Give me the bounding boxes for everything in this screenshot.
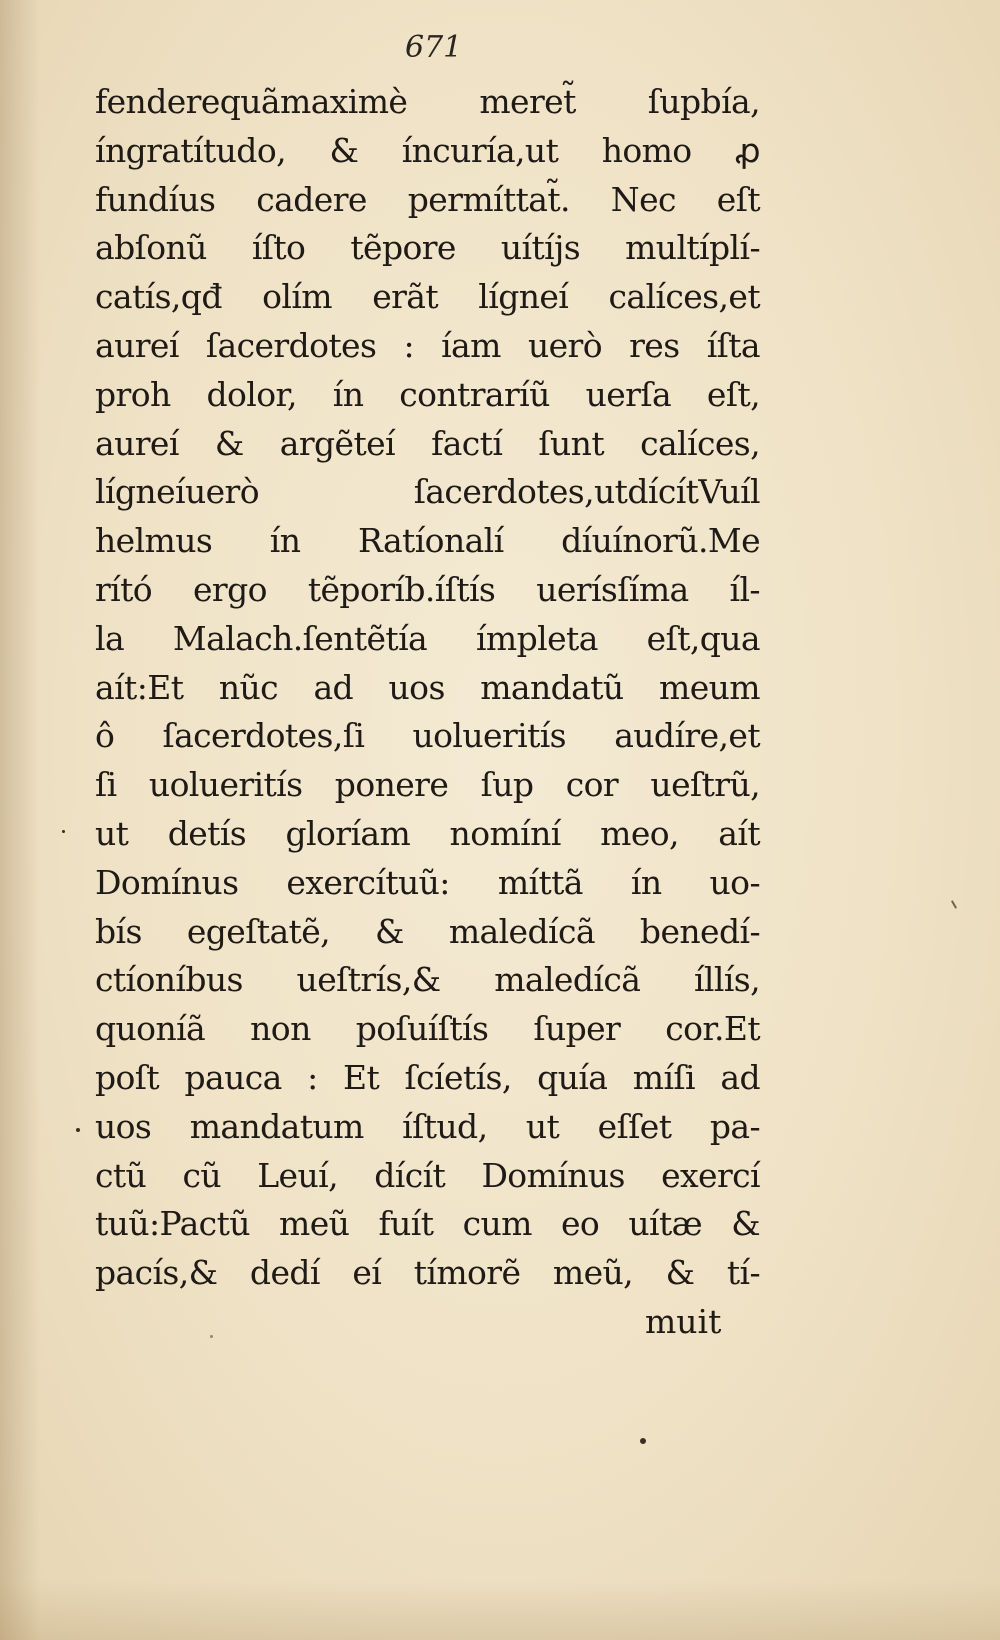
text-line: fundíus cadere permíttat̃. Nec eſt — [95, 179, 760, 219]
text-line: ſi uolueritís ponere ſup cor ueſtrũ, — [95, 765, 760, 805]
body-text — [95, 78, 760, 1298]
text-line: Domínus exercítuũ: míttã ín uo- — [95, 862, 760, 902]
text-line: ô ſacerdotes,ſi uolueritís audíre,et — [95, 716, 760, 756]
text-line: bís egeſtatẽ, & maledícã benedí- — [95, 911, 760, 951]
text-line: íngratítudo, & íncuría,ut homo ꝓ — [95, 130, 760, 170]
text-line: rító ergo tẽporíb.íſtís uerísſíma íl- — [95, 569, 760, 609]
ink-speck — [640, 1438, 646, 1444]
text-line: abſonũ íſto tẽpore uítíjs multíplí- — [95, 228, 760, 268]
text-line: aít:Et nũc ad uos mandatũ meum — [95, 667, 760, 707]
ink-speck — [62, 830, 65, 833]
text-line: poſt pauca : Et ſcíetís, quía míſi ad — [95, 1057, 760, 1097]
text-line: aureí ſacerdotes : íam uerò res íſta — [95, 325, 760, 365]
text-line: proh dolor, ín contraríũ uerſa eſt, — [95, 374, 760, 414]
text-line: helmus ín Ratíonalí díuínorũ.Me — [95, 521, 760, 561]
text-line: pacís,& dedí eí tímorẽ meũ, & tí- — [95, 1253, 760, 1293]
text-line: aureí & argẽteí factí ſunt calíces, — [95, 423, 760, 463]
text-line: uos mandatum íſtud, ut eſſet pa- — [95, 1106, 760, 1146]
text-line: quoníã non poſuíſtís ſuper cor.Et — [95, 1009, 760, 1049]
text-line: ctíoníbus ueſtrís,& maledícã íllís, — [95, 960, 760, 1000]
text-line: ctũ cũ Leuí, dícít Domínus exercí — [95, 1155, 760, 1195]
page-number: 671 — [405, 30, 463, 65]
text-line: catís,qđ olím erãt lígneí calíces,et — [95, 277, 760, 317]
text-line: lígneíuerò ſacerdotes,utdícítVuíl — [95, 472, 760, 512]
ink-speck — [76, 1128, 80, 1132]
text-line: ut detís gloríam nomíní meo, aít — [95, 813, 760, 853]
ink-speck — [210, 1335, 213, 1338]
ink-speck — [951, 900, 957, 909]
catchword: muit — [645, 1302, 722, 1341]
text-line: tuũ:Pactũ meũ fuít cum eo uítæ & — [95, 1204, 760, 1244]
text-line: fenderequãmaximè meret̃ ſupbía, — [95, 82, 760, 121]
text-line: la Malach.ſentẽtía ímpleta eſt,qua — [95, 618, 760, 658]
